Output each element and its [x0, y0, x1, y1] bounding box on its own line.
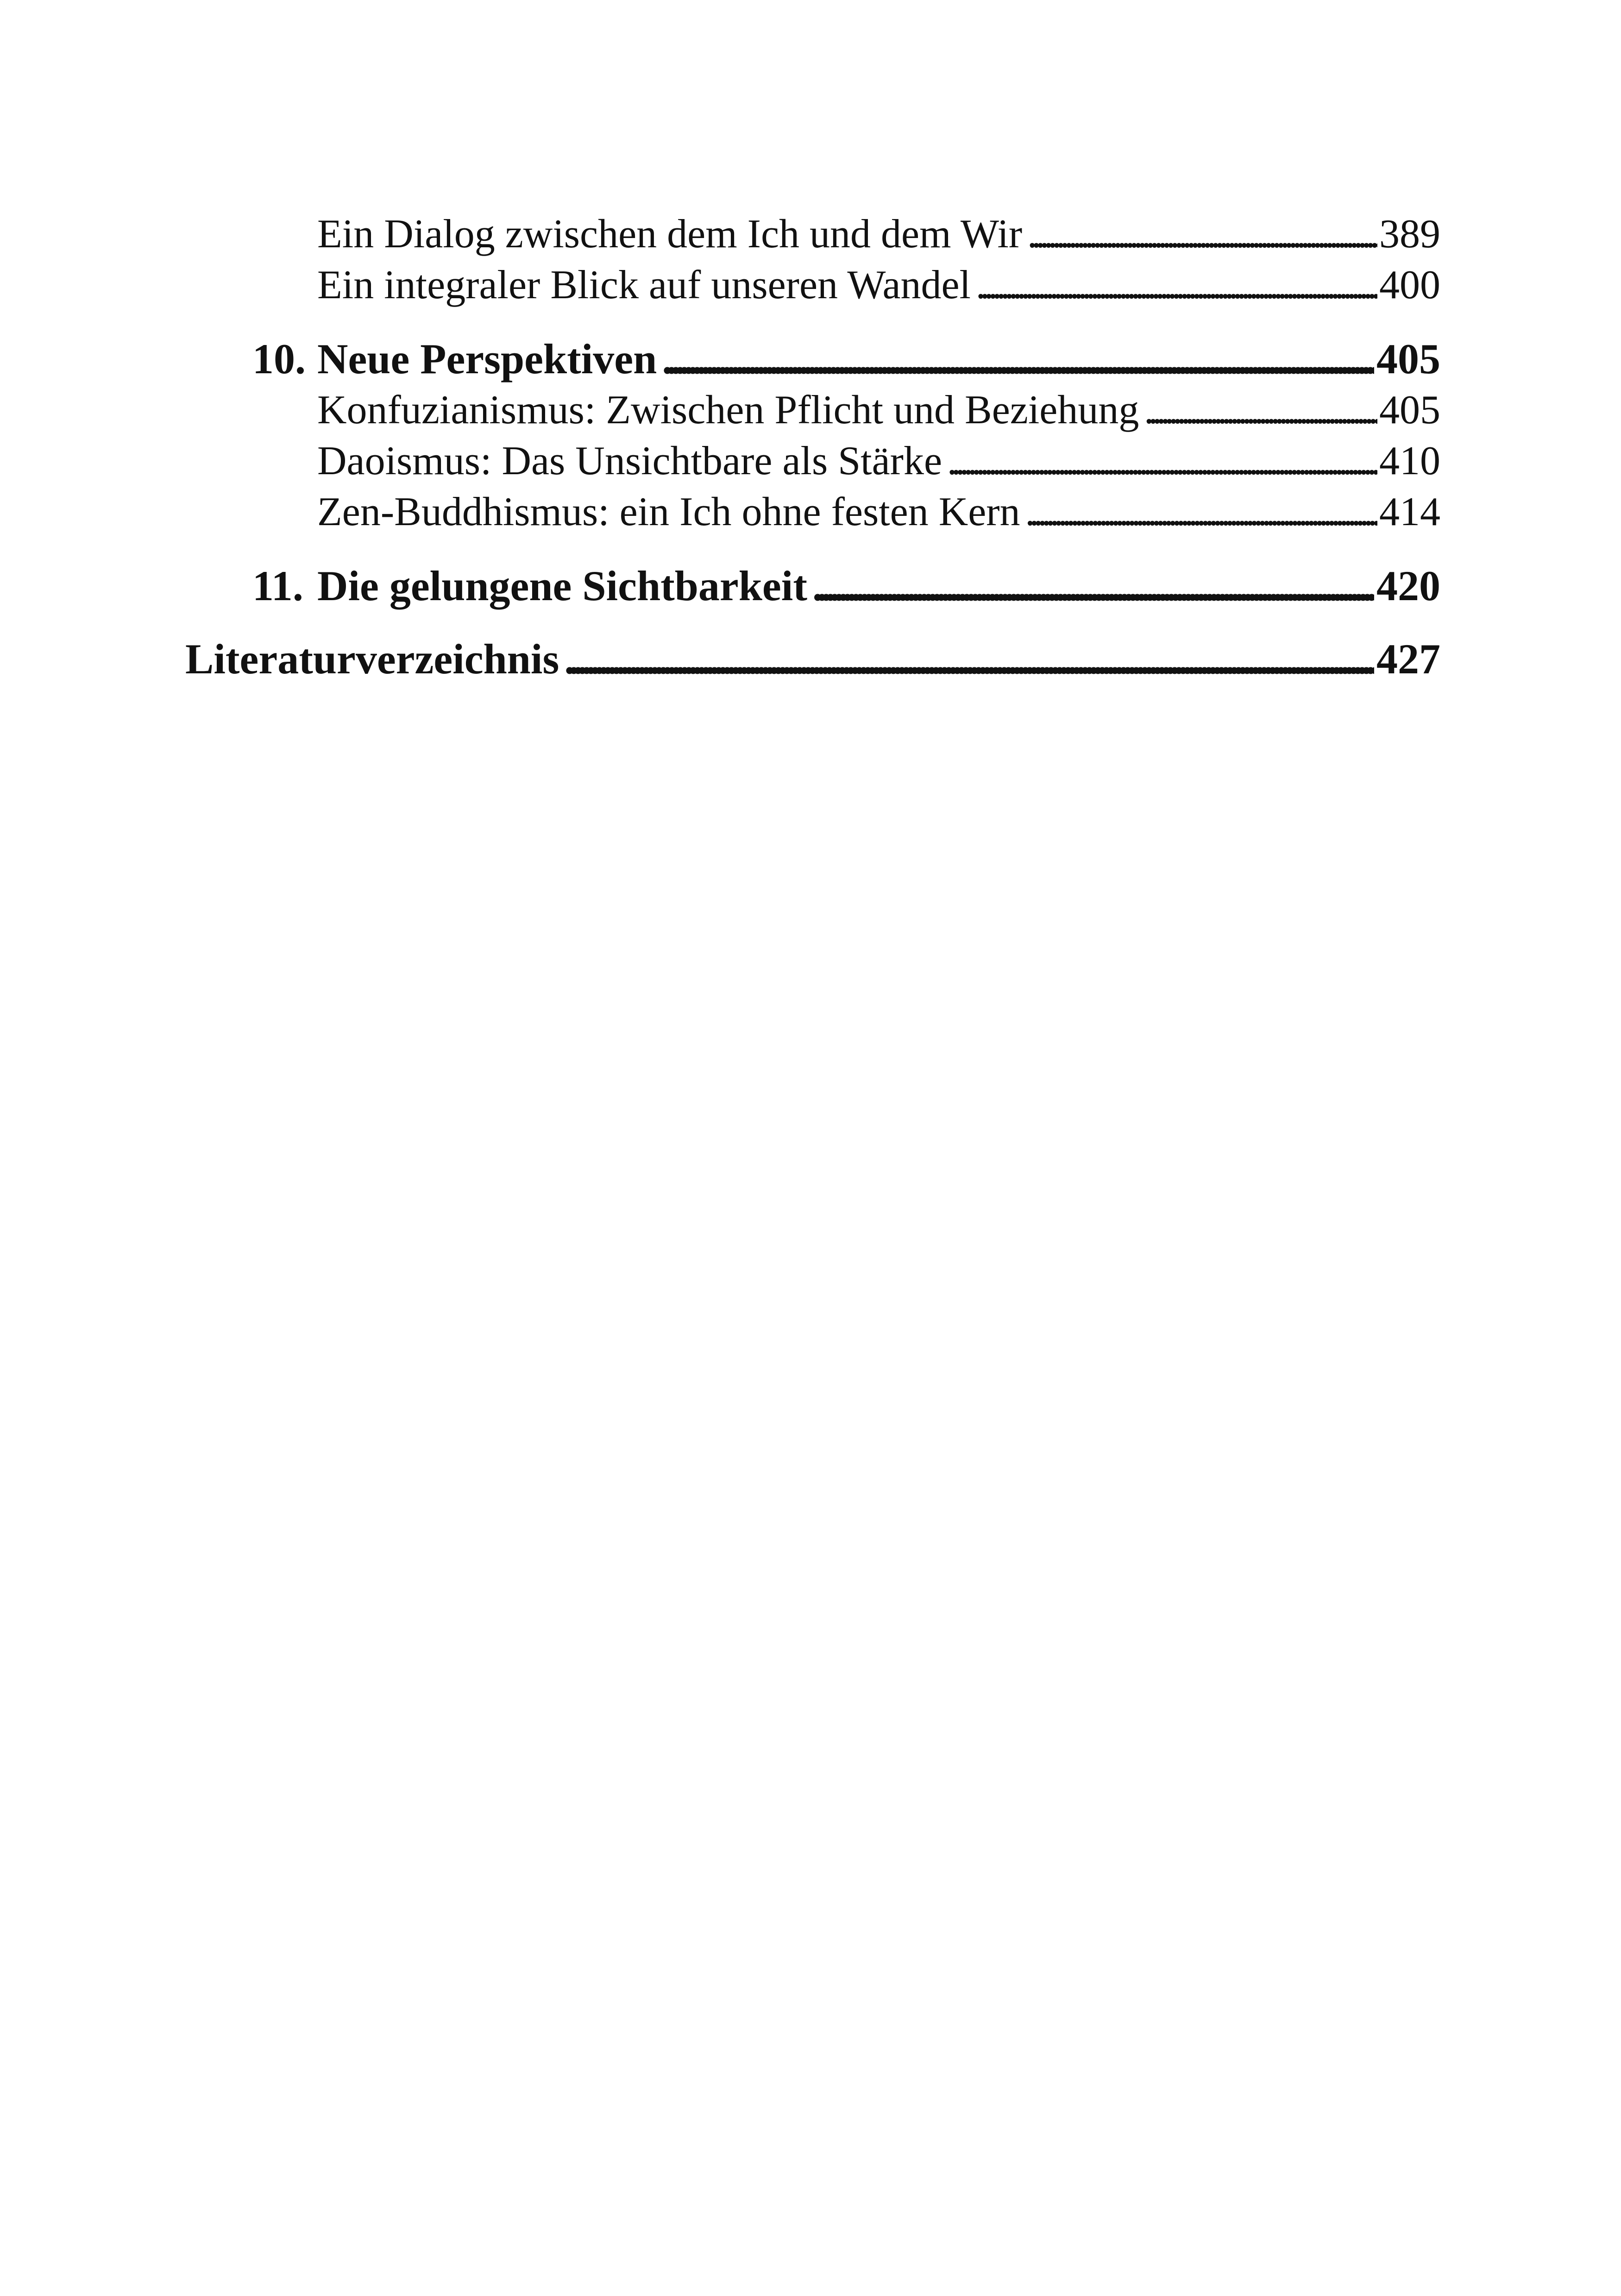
toc-chapter-10[interactable]: [252, 334, 1440, 383]
toc-entry-page: 389: [1379, 212, 1440, 257]
chapter-number: 10.: [252, 335, 306, 383]
toc-chapter-11[interactable]: [252, 561, 1440, 610]
dot-leader: [1144, 387, 1377, 433]
toc-entry-page: 414: [1379, 489, 1440, 534]
toc-entry-page: 410: [1379, 439, 1440, 483]
toc-entry-title: Zen-Buddhismus: ein Ich ohne festen Kern: [317, 489, 1020, 534]
dot-leader: [976, 262, 1377, 308]
toc-entry-title: Daoismus: Das Unsichtbare als Stärke: [317, 439, 942, 483]
dot-leader: [947, 438, 1377, 484]
toc-entry-page: 420: [1376, 562, 1440, 609]
toc-entry-dialog-ich-wir[interactable]: [317, 211, 1440, 257]
toc-entry-page: 427: [1376, 635, 1440, 683]
dot-leader: [1025, 489, 1377, 535]
toc-entry-title: Literaturverzeichnis: [185, 635, 559, 683]
dot-leader: [812, 561, 1374, 610]
toc-entry-literaturverzeichnis[interactable]: [185, 634, 1440, 684]
chapter-title-text: Die gelungene Sichtbarkeit: [317, 562, 807, 609]
toc-entry-zen-buddhismus[interactable]: [317, 489, 1440, 535]
toc-entry-title: Ein integraler Blick auf unseren Wandel: [317, 263, 971, 307]
dot-leader: [564, 634, 1374, 684]
toc-entry-page: 405: [1376, 335, 1440, 383]
dot-leader: [662, 334, 1374, 383]
toc-entry-page: 405: [1379, 388, 1440, 433]
chapter-title-text: Neue Perspektiven: [317, 335, 657, 383]
toc-entry-konfuzianismus[interactable]: [317, 387, 1440, 433]
toc-entry-title: Ein Dialog zwischen dem Ich und dem Wir: [317, 212, 1023, 257]
toc-entry-integraler-blick[interactable]: [317, 262, 1440, 308]
toc-entry-title: Konfuzianismus: Zwischen Pflicht und Beziehung: [317, 388, 1139, 433]
dot-leader: [1027, 211, 1377, 257]
toc-chapter-title: [252, 334, 657, 383]
chapter-number: 11.: [252, 562, 303, 609]
toc-chapter-title: [252, 561, 807, 610]
toc-entry-daoismus[interactable]: [317, 438, 1440, 484]
toc-entry-page: 400: [1379, 263, 1440, 307]
